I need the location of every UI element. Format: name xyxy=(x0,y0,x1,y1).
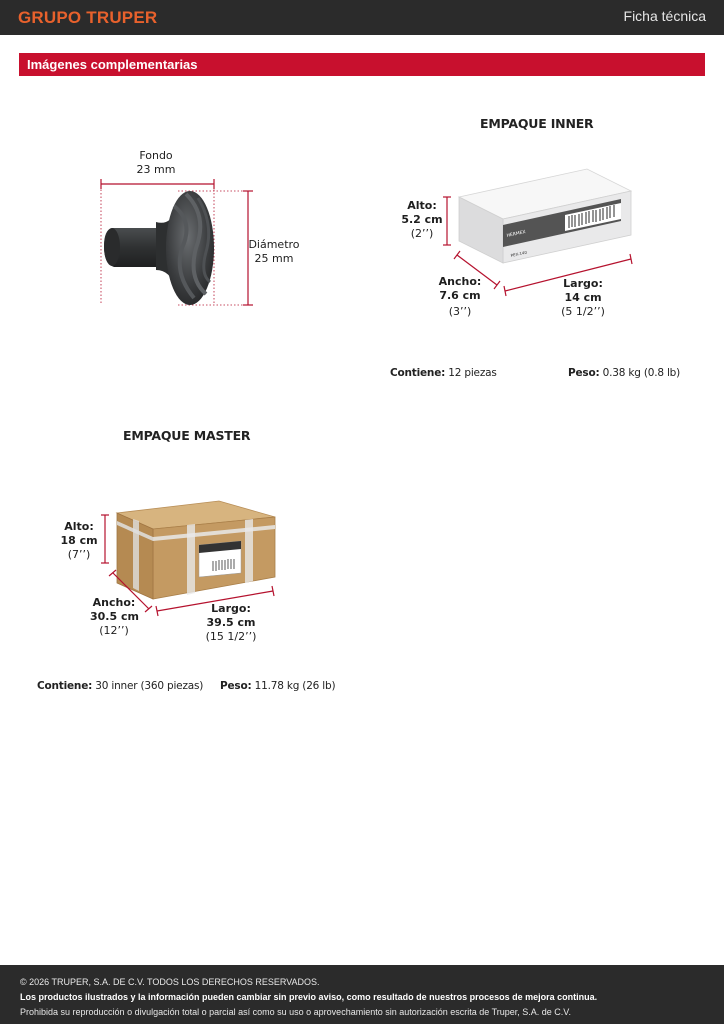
knob-diameter-label xyxy=(246,238,302,266)
footer-copyright: © 2026 TRUPER, S.A. DE C.V. TODOS LOS DERECHOS RESERVADOS. xyxy=(20,977,320,987)
inner-width-value: 7.6 cm xyxy=(439,289,481,302)
master-height-title: Alto: xyxy=(64,520,94,533)
master-contains-value: 30 inner (360 piezas) xyxy=(95,680,204,692)
master-width-label xyxy=(90,596,138,638)
master-contains-label: Contiene: xyxy=(37,680,93,692)
diameter-value-text: 25 mm xyxy=(254,252,294,265)
master-weight-value: 11.78 kg (26 lb) xyxy=(254,680,336,692)
master-width-title: Ancho: xyxy=(92,596,136,609)
diameter-label-text: Diámetro xyxy=(248,238,300,251)
master-contains xyxy=(37,680,203,692)
inner-box-brand-text: HERMEX xyxy=(506,230,527,239)
inner-length-title: Largo: xyxy=(563,277,603,290)
master-weight xyxy=(220,680,335,692)
inner-length-inches: (5 1/2’’) xyxy=(561,305,605,318)
master-length-title: Largo: xyxy=(211,602,251,615)
inner-contains-value: 12 piezas xyxy=(448,367,497,379)
top-header-bar xyxy=(0,0,724,35)
inner-width-inches: (3’’) xyxy=(448,305,472,318)
master-weight-label: Peso: xyxy=(220,680,252,692)
inner-width-title: Ancho: xyxy=(438,275,482,288)
inner-width-label xyxy=(438,275,482,319)
master-height-label xyxy=(57,520,101,562)
inner-weight-label: Peso: xyxy=(568,367,600,379)
master-width-value: 30.5 cm xyxy=(90,610,139,623)
inner-length-value: 14 cm xyxy=(564,291,602,304)
depth-label-text: Fondo xyxy=(139,149,173,162)
inner-contains xyxy=(390,367,497,379)
footer-prohibition: Prohibida su reproducción o divulgación total o parcial así como su uso o aprovechamiento sin autorización escrita de Truper, S.A. de C.V. xyxy=(20,1007,571,1017)
inner-contains-label: Contiene: xyxy=(390,367,446,379)
inner-length-label xyxy=(558,277,608,319)
footer-notice: Los productos ilustrados y la información pueden cambiar sin previo aviso, como resultado de nuestros procesos de mejora continua. xyxy=(20,992,598,1002)
inner-weight-value: 0.38 kg (0.8 lb) xyxy=(602,367,681,379)
inner-height-title: Alto: xyxy=(407,199,437,212)
section-title-bar xyxy=(19,53,705,76)
inner-weight xyxy=(568,367,680,379)
inner-height-inches: (2’’) xyxy=(410,227,434,240)
master-height-inches: (7’’) xyxy=(67,548,91,561)
inner-package-title: EMPAQUE INNER xyxy=(480,116,594,131)
document-type-label: Ficha técnica xyxy=(623,8,706,24)
inner-box-code-text: PEX-140 xyxy=(510,249,528,258)
section-title: Imágenes complementarias xyxy=(27,57,198,72)
master-length-inches: (15 1/2’’) xyxy=(205,630,257,643)
inner-height-label xyxy=(400,199,444,241)
depth-value-text: 23 mm xyxy=(136,163,176,176)
master-length-label xyxy=(204,602,258,644)
master-width-inches: (12’’) xyxy=(99,624,129,637)
page-footer xyxy=(0,965,724,1024)
knob-depth-label xyxy=(130,149,182,177)
master-length-value: 39.5 cm xyxy=(206,616,256,629)
brand-logo: GRUPO TRUPER xyxy=(18,8,158,27)
inner-height-value: 5.2 cm xyxy=(401,213,443,226)
master-height-value: 18 cm xyxy=(60,534,98,547)
master-package-title: EMPAQUE MASTER xyxy=(123,428,251,443)
